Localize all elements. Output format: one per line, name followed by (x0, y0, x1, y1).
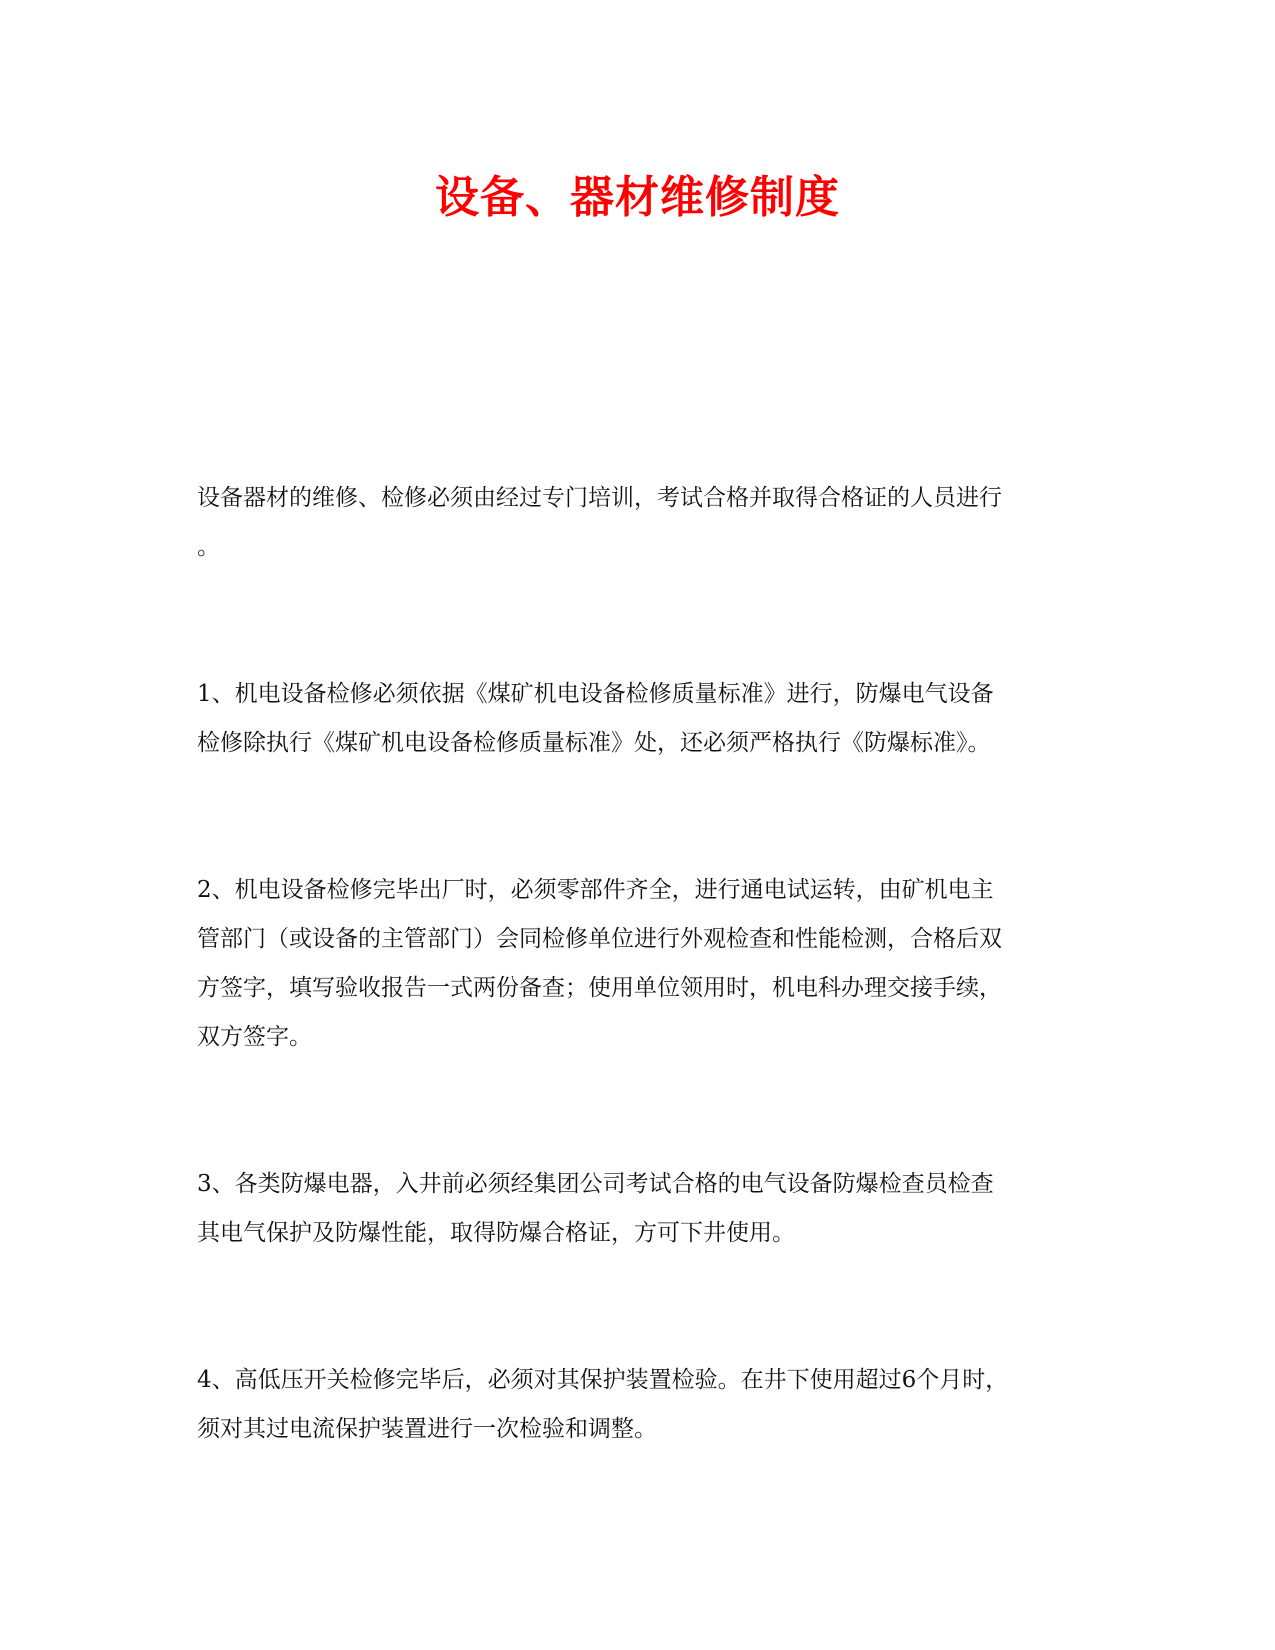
clause-4-line-2: 须对其过电流保护装置进行一次检验和调整。 (197, 1416, 657, 1442)
clause-4-line-1: 4、高低压开关检修完毕后，必须对其保护装置检验。在井下使用超过6个月时， (197, 1367, 1009, 1393)
clause-3-line-1: 3、各类防爆电器，入井前必须经集团公司考试合格的电气设备防爆检查员检查 (197, 1171, 994, 1197)
clause-3-paragraph (197, 1160, 1077, 1258)
clause-1-line-1: 1、机电设备检修必须依据《煤矿机电设备检修质量标准》进行，防爆电气设备 (197, 681, 994, 707)
clause-2-line-2: 管部门（或设备的主管部门）会同检修单位进行外观检查和性能检测，合格后双 (197, 926, 1002, 952)
document-title: 设备、器材维修制度 (435, 172, 840, 223)
clause-3-line-2: 其电气保护及防爆性能，取得防爆合格证，方可下井使用。 (197, 1220, 795, 1246)
intro-paragraph (197, 474, 1077, 572)
clause-2-line-3: 方签字，填写验收报告一式两份备查；使用单位领用时，机电科办理交接手续， (197, 975, 1002, 1001)
clause-2-line-4: 双方签字。 (197, 1024, 312, 1050)
clause-2-paragraph (197, 866, 1077, 1062)
clause-1-paragraph (197, 670, 1077, 768)
clause-2-line-1: 2、机电设备检修完毕出厂时，必须零部件齐全，进行通电试运转，由矿机电主 (197, 877, 994, 903)
clause-4-paragraph (197, 1356, 1077, 1454)
intro-line-2: 。 (197, 534, 220, 560)
intro-line-1: 设备器材的维修、检修必须由经过专门培训，考试合格并取得合格证的人员进行 (197, 485, 1002, 511)
clause-1-line-2: 检修除执行《煤矿机电设备检修质量标准》处，还必须严格执行《防爆标准》。 (197, 730, 991, 756)
